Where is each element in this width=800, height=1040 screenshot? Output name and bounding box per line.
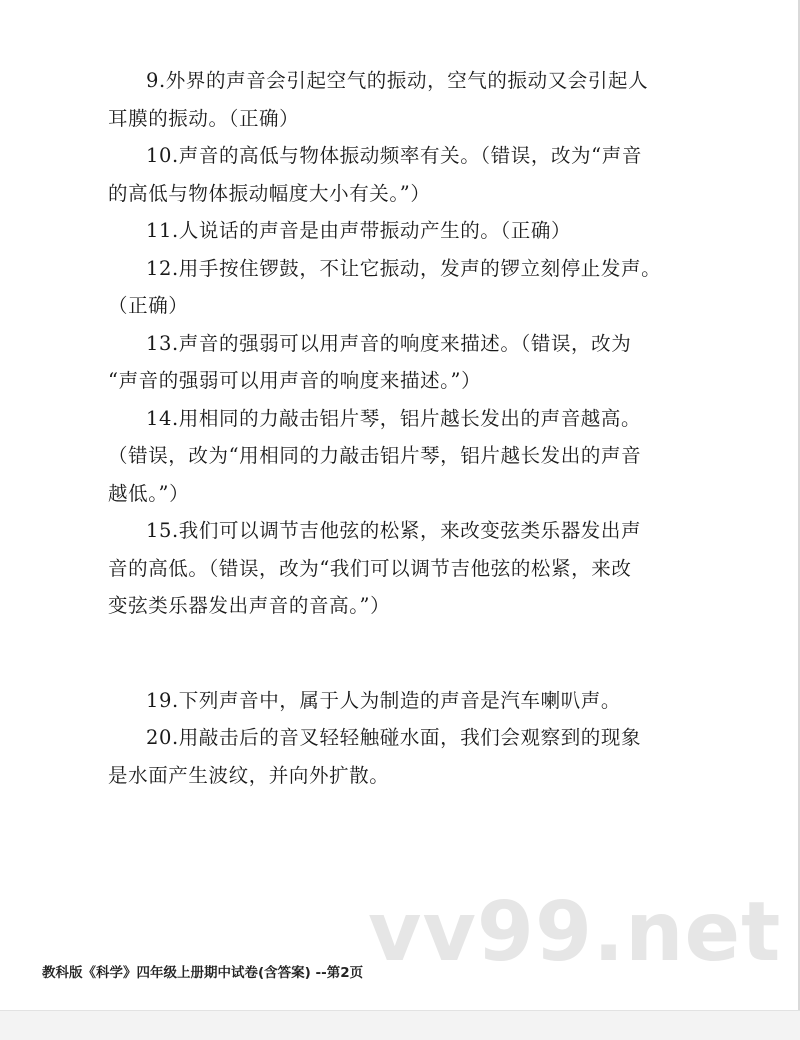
answer-line: 12.用手按住锣鼓，不让它振动，发声的锣立刻停止发声。 [146, 256, 662, 280]
answer-item-20 [108, 719, 698, 794]
answer-line: 越低。”） [108, 481, 190, 505]
answer-line: 20.用敲击后的音叉轻轻触碰水面，我们会观察到的现象 [146, 726, 642, 749]
answer-line: 音的高低。（错误，改为“我们可以调节吉他弦的松紧，来改 [108, 556, 632, 580]
answer-line: “声音的强弱可以用声音的响度来描述。”） [108, 369, 482, 392]
answer-line: （正确） [108, 294, 189, 317]
page-footer: 教科版《科学》四年级上册期中试卷(含答案) --第2页 [42, 965, 364, 981]
answer-item-14 [108, 400, 698, 513]
answer-item-19 [108, 682, 698, 720]
answer-line: （错误，改为“用相同的力敲击铝片琴，铝片越长发出的声音 [108, 444, 642, 467]
answer-line: 15.我们可以调节吉他弦的松紧，来改变弦类乐器发出声 [146, 519, 642, 542]
document-body [108, 62, 698, 794]
answer-item-11 [108, 212, 698, 250]
answer-item-15 [108, 512, 698, 625]
answer-line: 9.外界的声音会引起空气的振动，空气的振动又会引起人 [146, 69, 649, 92]
answer-item-13 [108, 325, 698, 400]
answer-line: 11.人说话的声音是由声带振动产生的。（正确） [146, 219, 572, 242]
answer-line: 10.声音的高低与物体振动频率有关。（错误，改为“声音 [146, 144, 642, 167]
watermark: vv99.net [368, 885, 782, 980]
answer-line: 是水面产生波纹，并向外扩散。 [108, 763, 390, 787]
answer-item-9 [108, 62, 698, 137]
section-gap [108, 625, 698, 682]
answer-item-12 [108, 250, 698, 325]
viewer-bottom-band [0, 1010, 800, 1040]
answer-line: 19.下列声音中，属于人为制造的声音是汽车喇叭声。 [146, 688, 622, 712]
answer-line: 的高低与物体振动幅度大小有关。”） [108, 181, 431, 205]
answer-line: 14.用相同的力敲击铝片琴，铝片越长发出的声音越高。 [146, 406, 642, 430]
answer-line: 13.声音的强弱可以用声音的响度来描述。（错误，改为 [146, 331, 632, 355]
answer-line: 变弦类乐器发出声音的音高。”） [108, 594, 391, 617]
answer-item-10 [108, 137, 698, 212]
answer-line: 耳膜的振动。（正确） [108, 106, 300, 130]
